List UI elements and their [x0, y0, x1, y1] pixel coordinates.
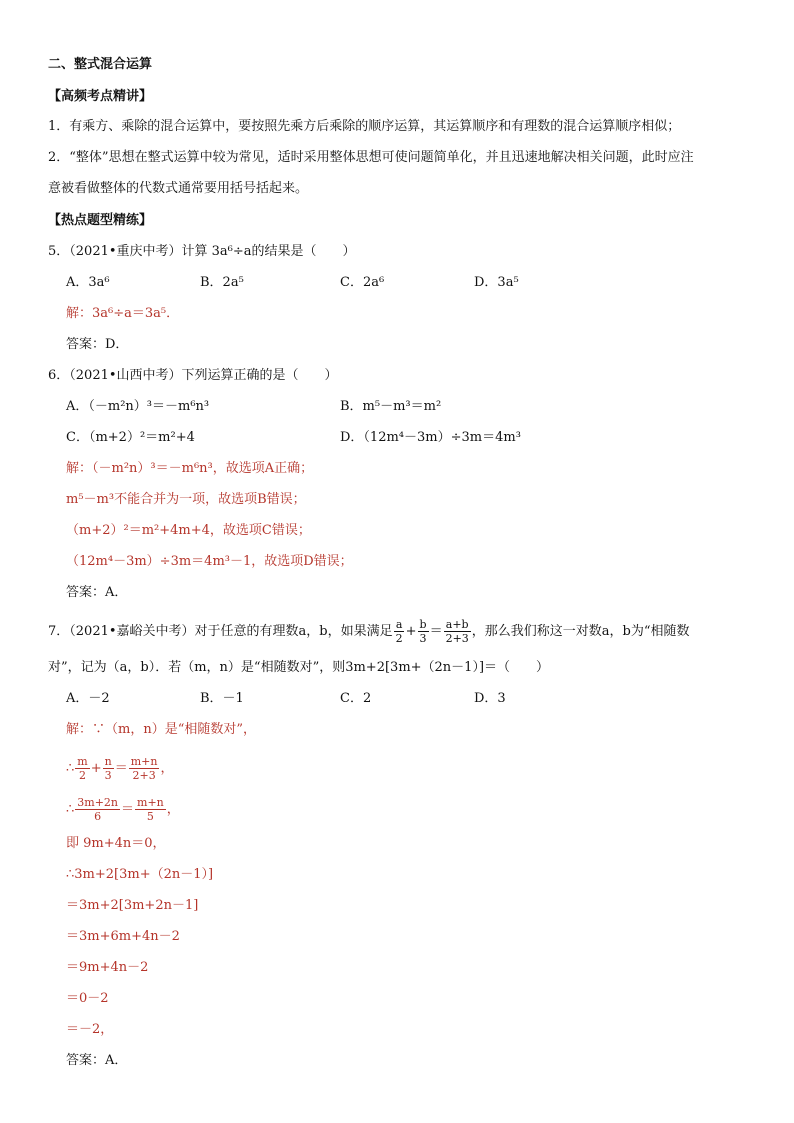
q5-option-c: C．2a⁶ [340, 275, 385, 290]
q7-solution-6: ＝3m+2[3m+2n－1] [66, 898, 199, 913]
q7-option-b: B．－1 [200, 691, 244, 706]
q7-option-d: D．3 [474, 691, 506, 706]
q7-stem-line-2: 对”，记为（a，b）．若（m，n）是“相随数对”，则3m+2[3m+（2n－1）]＝（ ） [48, 660, 550, 675]
q7-solution-5: ∴3m+2[3m+（2n－1）] [66, 867, 214, 882]
q7-fraction-a-2: $\frac{a}{2}$ [395, 618, 403, 645]
q6-solution-1: 解：（－m²n）³＝－m⁶n³，故选项A正确； [66, 461, 314, 476]
q7-solution-1: 解：∵（m，n）是“相随数对”， [66, 722, 256, 737]
q6-solution-3: （m+2）²＝m²+4m+4，故选项C错误； [66, 523, 311, 538]
q7-solution-7: ＝3m+6m+4n－2 [66, 929, 180, 944]
q7-solution-4: 即 9m+4n＝0， [66, 836, 166, 851]
redian-heading: 【热点题型精练】 [48, 213, 153, 228]
q5-option-d: D．3a⁵ [474, 275, 519, 290]
q5-option-a: A．3a⁶ [66, 275, 110, 290]
q6-option-b: B．m⁵－m³＝m² [340, 399, 442, 414]
q6-option-c: C．（m+2）²＝m²+4 [66, 430, 195, 445]
q6-stem: 6．（2021•山西中考）下列运算正确的是（ ） [48, 368, 338, 383]
q7-solution-8: ＝9m+4n－2 [66, 960, 149, 975]
point-1: 1．有乘方、乘除的混合运算中，要按照先乘方后乘除的顺序运算，其运算顺序和有理数的混合运算顺序相似； [48, 119, 681, 134]
point-2-line-1: 2．“整体”思想在整式运算中较为常见，适时采用整体思想可使问题简单化，并且迅速地解决相关问题，此时应注 [48, 150, 694, 165]
q7-fraction-ab-sum: $\frac{a+b}{2+3}$ [445, 618, 469, 645]
q7-fraction-b-3: $\frac{b}{3}$ [419, 618, 427, 645]
q6-solution-4: （12m⁴－3m）÷3m＝4m³－1，故选项D错误； [66, 554, 353, 569]
q7-option-c: C．2 [340, 691, 372, 706]
point-2-line-2: 意被看做整体的代数式通常要用括号括起来。 [48, 181, 309, 196]
q7-solution-9: ＝0－2 [66, 991, 109, 1006]
q7-stem-suffix: ，那么我们称这一对数a，b为“相随数 [471, 624, 690, 639]
section-title: 二、整式混合运算 [48, 57, 153, 72]
q7-stem-line-1: 7．（2021•嘉峪关中考）对于任意的有理数a，b，如果满足 $\frac{a}{2}$ + $\frac{b}{3}$ ＝ $\frac{a+b}{2+3}$ ，那么我们称这一对数a，b为“相随数 [48, 618, 690, 645]
q5-answer: 答案：D． [66, 337, 129, 352]
q6-answer: 答案：A． [66, 585, 128, 600]
q5-option-b: B．2a⁵ [200, 275, 244, 290]
q6-solution-2: m⁵－m³不能合并为一项，故选项B错误； [66, 492, 306, 507]
q7-option-a: A．－2 [66, 691, 110, 706]
gaopin-heading: 【高频考点精讲】 [48, 89, 153, 104]
q7-solution-3: ∴ $\frac{3m+2n}{6}$ ＝ $\frac{m+n}{5}$ ， [66, 796, 180, 823]
q7-answer: 答案：A． [66, 1053, 128, 1068]
q5-solution: 解：3a⁶÷a＝3a⁵． [66, 306, 180, 321]
q5-stem: 5．（2021•重庆中考）计算 3a⁶÷a的结果是（ ） [48, 244, 356, 259]
q7-solution-2: ∴ $\frac{m}{2}$ + $\frac{n}{3}$ ＝ $\frac{m+n}{2+3}$ ， [66, 755, 174, 782]
q7-stem-prefix: 7．（2021•嘉峪关中考）对于任意的有理数a，b，如果满足 [48, 624, 393, 639]
q6-option-a: A．（－m²n）³＝－m⁶n³ [66, 399, 210, 414]
q6-option-d: D．（12m⁴－3m）÷3m＝4m³ [340, 430, 521, 445]
q7-solution-10: ＝－2， [66, 1022, 114, 1037]
